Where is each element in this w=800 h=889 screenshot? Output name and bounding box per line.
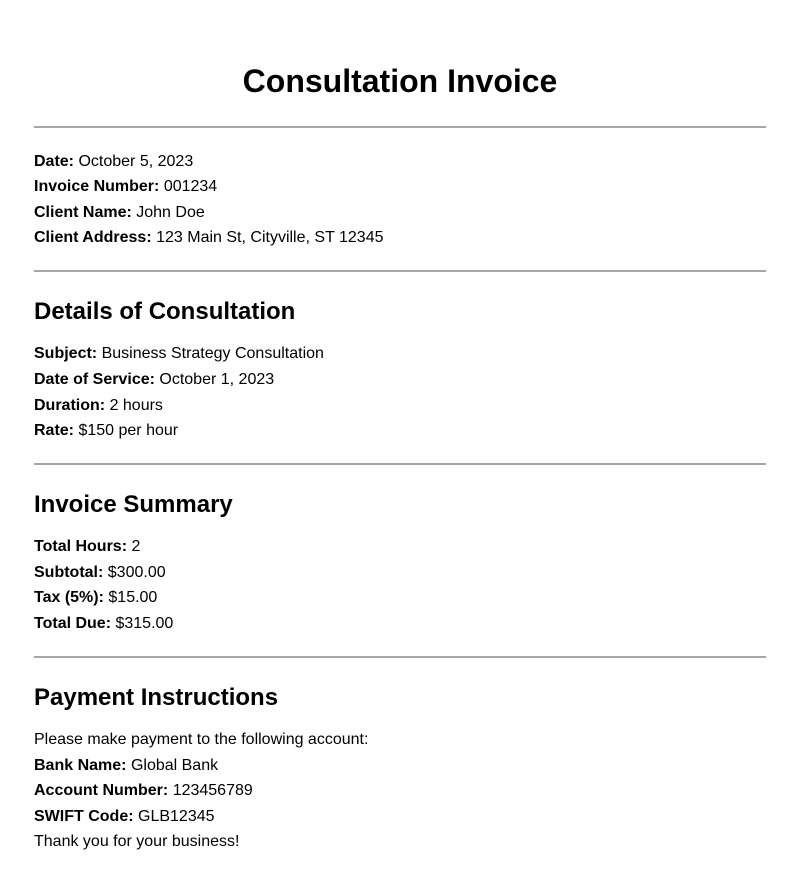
total-due [34, 614, 173, 634]
invoice-date [34, 152, 193, 172]
date-of-service [34, 370, 274, 390]
field-label: Tax (5%): [34, 589, 104, 606]
field-label: Total Due: [34, 615, 112, 632]
field-value: Business Strategy Consultation [101, 345, 324, 362]
field-value: John Doe [136, 204, 205, 221]
field-value: October 5, 2023 [78, 153, 194, 170]
divider [34, 126, 766, 128]
field-label: Client Address: [34, 229, 152, 246]
field-label: Date of Service: [34, 371, 155, 388]
client-name [34, 203, 205, 223]
field-value: 123 Main St, Cityville, ST 12345 [156, 229, 384, 246]
field-label: SWIFT Code: [34, 808, 134, 825]
page-title: Consultation Invoice [242, 63, 558, 99]
field-label: Bank Name: [34, 757, 127, 774]
field-label: Subject: [34, 345, 98, 362]
payment-heading: Payment Instructions [34, 684, 279, 711]
field-value: $150 per hour [78, 422, 179, 439]
field-value: October 1, 2023 [159, 371, 275, 388]
field-value: Global Bank [130, 757, 219, 774]
client-address [34, 228, 383, 248]
field-value: 123456789 [172, 782, 253, 799]
tax [34, 588, 157, 608]
divider [34, 270, 766, 272]
summary-heading: Invoice Summary [34, 491, 233, 518]
field-label: Invoice Number: [34, 178, 160, 195]
field-value: 001234 [163, 178, 218, 195]
field-value: $15.00 [108, 589, 158, 606]
total-hours [34, 537, 140, 557]
field-value: $300.00 [107, 564, 166, 581]
field-value: 2 hours [109, 397, 163, 414]
field-label: Client Name: [34, 204, 132, 221]
consultation-subject [34, 344, 324, 364]
payment-intro: Please make payment to the following account: [34, 731, 369, 748]
thank-you-note: Thank you for your business! [34, 833, 240, 850]
account-number [34, 781, 253, 801]
divider [34, 656, 766, 658]
field-label: Rate: [34, 422, 75, 439]
field-value: GLB12345 [138, 808, 215, 825]
swift-code [34, 807, 215, 827]
invoice-number [34, 177, 217, 197]
divider [34, 463, 766, 465]
details-heading: Details of Consultation [34, 298, 296, 325]
field-value: $315.00 [115, 615, 174, 632]
field-label: Date: [34, 153, 75, 170]
field-label: Subtotal: [34, 564, 104, 581]
field-label: Total Hours: [34, 538, 128, 555]
subtotal [34, 563, 166, 583]
field-value: 2 [131, 538, 141, 555]
duration [34, 396, 163, 416]
field-label: Duration: [34, 397, 106, 414]
bank-name [34, 756, 218, 776]
field-label: Account Number: [34, 782, 169, 799]
rate [34, 421, 178, 441]
